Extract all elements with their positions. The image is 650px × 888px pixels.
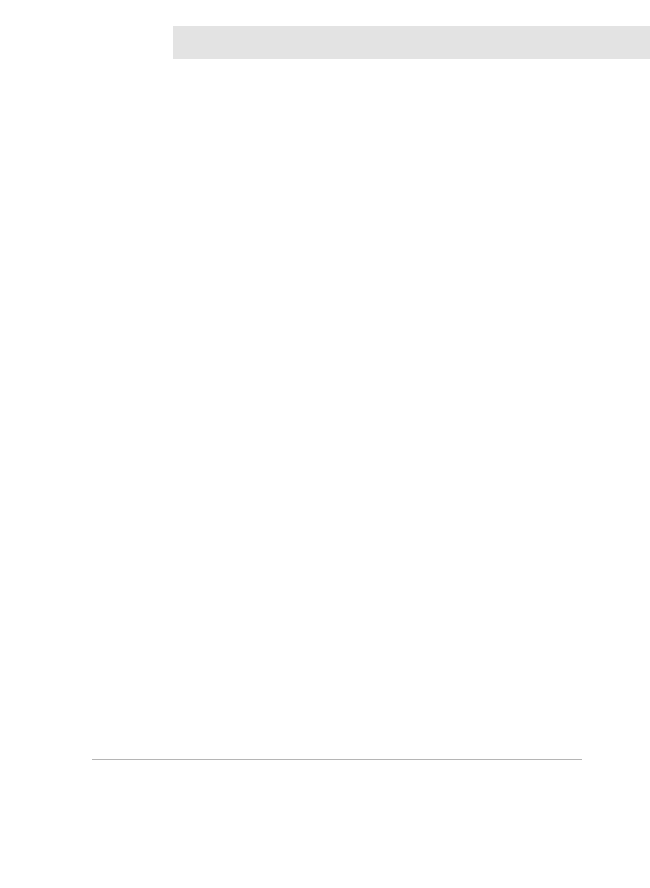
header-band — [173, 26, 650, 59]
page-footer — [420, 848, 582, 859]
footnote-divider — [92, 759, 582, 760]
